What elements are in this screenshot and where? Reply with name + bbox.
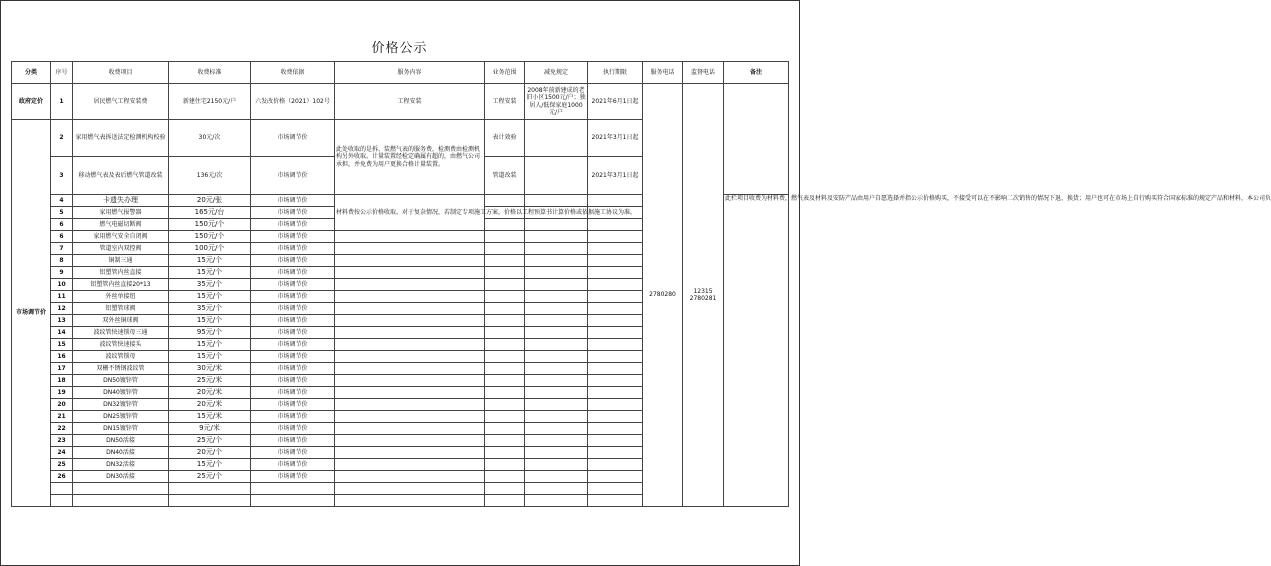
item-cell: DN32活接 — [73, 459, 169, 471]
header-item: 收费项目 — [73, 62, 169, 84]
basis-cell — [251, 495, 335, 507]
standard-cell: 35元/个 — [169, 303, 251, 315]
standard-cell: 30元/米 — [169, 363, 251, 375]
seq-cell: 20 — [51, 399, 73, 411]
standard-cell: 150元/个 — [169, 219, 251, 231]
standard-cell: 20元/米 — [169, 399, 251, 411]
content-cell: 工程安装 — [335, 84, 485, 120]
standard-cell: 15元/个 — [169, 351, 251, 363]
seq-cell — [51, 483, 73, 495]
basis-cell: 市场调节价 — [251, 303, 335, 315]
reduction-cell — [525, 279, 588, 291]
table-row — [12, 84, 789, 120]
standard-cell: 15元/个 — [169, 315, 251, 327]
item-cell: DN15镀锌管 — [73, 423, 169, 435]
seq-cell: 22 — [51, 423, 73, 435]
scope-cell — [485, 339, 525, 351]
seq-cell: 2 — [51, 120, 73, 157]
standard-cell — [169, 483, 251, 495]
item-cell: 外丝单接纽 — [73, 291, 169, 303]
item-cell — [73, 495, 169, 507]
effective-cell — [588, 411, 643, 423]
reduction-cell — [525, 423, 588, 435]
effective-cell — [588, 339, 643, 351]
content-cell — [335, 231, 485, 243]
content-cell — [335, 351, 485, 363]
standard-cell — [169, 495, 251, 507]
content-cell — [335, 243, 485, 255]
seq-cell: 19 — [51, 387, 73, 399]
item-cell: DN30活接 — [73, 471, 169, 483]
scope-cell: 表计效验 — [485, 120, 525, 157]
reduction-cell — [525, 495, 588, 507]
header-effective: 执行期限 — [588, 62, 643, 84]
basis-cell: 市场调节价 — [251, 195, 335, 207]
scope-cell — [485, 459, 525, 471]
content-cell — [335, 447, 485, 459]
basis-cell: 市场调节价 — [251, 157, 335, 195]
effective-cell — [588, 495, 643, 507]
item-cell: DN25镀锌管 — [73, 411, 169, 423]
item-cell: DN40活接 — [73, 447, 169, 459]
standard-cell: 9元/米 — [169, 423, 251, 435]
basis-cell: 市场调节价 — [251, 363, 335, 375]
reduction-cell — [525, 303, 588, 315]
seq-cell: 10 — [51, 279, 73, 291]
effective-cell — [588, 255, 643, 267]
service-phone-cell: 2780280 — [643, 84, 683, 507]
supervise-phone-cell: 12315 2780281 — [683, 84, 724, 507]
effective-cell — [588, 315, 643, 327]
category-market: 市场调节价 — [12, 120, 51, 507]
basis-cell: 市场调节价 — [251, 471, 335, 483]
scope-cell — [485, 411, 525, 423]
reduction-cell — [525, 195, 588, 207]
scope-cell — [485, 243, 525, 255]
item-cell: 移动燃气表及表后燃气管道改装 — [73, 157, 169, 195]
header-remark: 备注 — [724, 62, 789, 84]
scope-cell — [485, 399, 525, 411]
standard-cell: 35元/个 — [169, 279, 251, 291]
scope-cell — [485, 315, 525, 327]
effective-cell — [588, 447, 643, 459]
scope-cell — [485, 303, 525, 315]
reduction-cell — [525, 231, 588, 243]
scope-cell — [485, 267, 525, 279]
standard-cell: 20元/张 — [169, 195, 251, 207]
basis-cell: 市场调节价 — [251, 387, 335, 399]
scope-cell — [485, 219, 525, 231]
content-cell — [335, 363, 485, 375]
effective-cell: 2021年6月1日起 — [588, 84, 643, 120]
basis-cell: 市场调节价 — [251, 120, 335, 157]
basis-cell: 市场调节价 — [251, 315, 335, 327]
price-sheet — [11, 37, 1271, 507]
item-cell: 铝塑管内丝直接 — [73, 267, 169, 279]
basis-cell: 市场调节价 — [251, 219, 335, 231]
reduction-cell — [525, 411, 588, 423]
effective-cell: 2021年3月1日起 — [588, 157, 643, 195]
seq-cell: 9 — [51, 267, 73, 279]
reduction-cell — [525, 375, 588, 387]
item-cell: 铝塑管内丝直接20*13 — [73, 279, 169, 291]
basis-cell: 市场调节价 — [251, 399, 335, 411]
basis-cell: 市场调节价 — [251, 243, 335, 255]
seq-cell: 7 — [51, 243, 73, 255]
scope-cell — [485, 435, 525, 447]
basis-cell — [251, 483, 335, 495]
reduction-cell — [525, 363, 588, 375]
item-cell: DN50活接 — [73, 435, 169, 447]
seq-cell: 11 — [51, 291, 73, 303]
scope-cell: 工程安装 — [485, 84, 525, 120]
header-row — [12, 62, 789, 84]
effective-cell — [588, 459, 643, 471]
seq-cell: 21 — [51, 411, 73, 423]
basis-cell: 市场调节价 — [251, 447, 335, 459]
item-cell: 家用燃气安全自闭阀 — [73, 231, 169, 243]
item-cell: 卡遗失办理 — [73, 195, 169, 207]
seq-cell: 18 — [51, 375, 73, 387]
item-cell: 燃气电磁切断阀 — [73, 219, 169, 231]
item-cell: 管道室内双控阀 — [73, 243, 169, 255]
item-cell: DN40镀锌管 — [73, 387, 169, 399]
header-service-phone: 服务电话 — [643, 62, 683, 84]
basis-cell: 市场调节价 — [251, 231, 335, 243]
basis-cell: 市场调节价 — [251, 291, 335, 303]
content-cell: 此处收取的是拆、装燃气表的服务费，检测费由检测机构另外收取。计量装置经检定确属有超的，由燃气公司承担，并免费为用户更换合格计量装置。 — [335, 120, 485, 195]
reduction-cell — [525, 339, 588, 351]
item-cell: 铜制三通 — [73, 255, 169, 267]
effective-cell — [588, 351, 643, 363]
item-cell: 铝塑管球阀 — [73, 303, 169, 315]
effective-cell: 2021年3月1日起 — [588, 120, 643, 157]
item-cell: 家用燃气表拆送法定检测机构校验 — [73, 120, 169, 157]
reduction-cell — [525, 483, 588, 495]
seq-cell: 12 — [51, 303, 73, 315]
reduction-cell — [525, 327, 588, 339]
scope-cell — [485, 327, 525, 339]
standard-cell: 136元/次 — [169, 157, 251, 195]
scope-cell — [485, 363, 525, 375]
seq-cell: 5 — [51, 207, 73, 219]
seq-cell: 26 — [51, 471, 73, 483]
standard-cell: 15元/个 — [169, 255, 251, 267]
effective-cell — [588, 267, 643, 279]
basis-cell: 市场调节价 — [251, 423, 335, 435]
scope-cell — [485, 291, 525, 303]
basis-cell: 市场调节价 — [251, 267, 335, 279]
content-cell — [335, 279, 485, 291]
content-cell — [335, 255, 485, 267]
content-cell — [335, 267, 485, 279]
scope-cell — [485, 387, 525, 399]
header-content: 服务内容 — [335, 62, 485, 84]
scope-cell — [485, 231, 525, 243]
basis-cell: 市场调节价 — [251, 255, 335, 267]
header-standard: 收费标准 — [169, 62, 251, 84]
reduction-cell — [525, 471, 588, 483]
effective-cell — [588, 387, 643, 399]
item-cell: 双栅不锈钢波纹管 — [73, 363, 169, 375]
content-cell — [335, 471, 485, 483]
content-cell — [335, 387, 485, 399]
scope-cell — [485, 447, 525, 459]
content-cell: 材料费按公示价格收取。对于复杂情况，若制定专项施工方案，价格以工程预算书计算价格或依据施工协议为准。 — [335, 195, 485, 231]
reduction-cell — [525, 120, 588, 157]
standard-cell: 100元/个 — [169, 243, 251, 255]
reduction-cell — [525, 459, 588, 471]
effective-cell — [588, 375, 643, 387]
basis-cell: 市场调节价 — [251, 375, 335, 387]
seq-cell — [51, 495, 73, 507]
standard-cell: 95元/个 — [169, 327, 251, 339]
effective-cell — [588, 483, 643, 495]
reduction-cell — [525, 267, 588, 279]
content-cell — [335, 483, 485, 495]
page-title: 价格公示 — [371, 41, 428, 56]
standard-cell: 15元/个 — [169, 267, 251, 279]
seq-cell: 24 — [51, 447, 73, 459]
seq-cell: 8 — [51, 255, 73, 267]
scope-cell: 管道改装 — [485, 157, 525, 195]
reduction-cell — [525, 447, 588, 459]
scope-cell — [485, 423, 525, 435]
reduction-cell — [525, 387, 588, 399]
seq-cell: 6 — [51, 219, 73, 231]
effective-cell — [588, 303, 643, 315]
content-cell — [335, 423, 485, 435]
remark-empty-cell — [724, 84, 789, 195]
scope-cell — [485, 483, 525, 495]
reduction-cell — [525, 255, 588, 267]
basis-cell: 市场调节价 — [251, 327, 335, 339]
header-supervise-phone: 监督电话 — [683, 62, 724, 84]
content-cell — [335, 375, 485, 387]
item-cell: 居民燃气工程安装费 — [73, 84, 169, 120]
item-cell: 双外丝铜球阀 — [73, 315, 169, 327]
content-cell — [335, 411, 485, 423]
effective-cell — [588, 231, 643, 243]
seq-cell: 13 — [51, 315, 73, 327]
reduction-cell — [525, 399, 588, 411]
basis-cell: 市场调节价 — [251, 459, 335, 471]
scope-cell — [485, 195, 525, 207]
seq-cell: 1 — [51, 84, 73, 120]
basis-cell: 市场调节价 — [251, 435, 335, 447]
seq-cell: 14 — [51, 327, 73, 339]
seq-cell: 6 — [51, 231, 73, 243]
content-cell — [335, 315, 485, 327]
content-cell — [335, 339, 485, 351]
reduction-cell: 2008年前新建成的老旧小区1500元/户；独居人/低保家庭1000元/户 — [525, 84, 588, 120]
seq-cell: 17 — [51, 363, 73, 375]
content-cell — [335, 291, 485, 303]
basis-cell: 市场调节价 — [251, 339, 335, 351]
standard-cell: 新建住宅2150元/户 — [169, 84, 251, 120]
standard-cell: 25元/个 — [169, 435, 251, 447]
effective-cell — [588, 399, 643, 411]
standard-cell: 150元/个 — [169, 231, 251, 243]
item-cell — [73, 483, 169, 495]
content-cell — [335, 435, 485, 447]
content-cell — [335, 303, 485, 315]
header-scope: 业务范围 — [485, 62, 525, 84]
item-cell: DN32镀锌管 — [73, 399, 169, 411]
seq-cell: 23 — [51, 435, 73, 447]
item-cell: 波纹管快速接头 — [73, 339, 169, 351]
seq-cell: 3 — [51, 157, 73, 195]
effective-cell — [588, 243, 643, 255]
seq-cell: 4 — [51, 195, 73, 207]
standard-cell: 15元/个 — [169, 339, 251, 351]
seq-cell: 16 — [51, 351, 73, 363]
basis-cell: 六发改价格（2021）102号 — [251, 84, 335, 120]
header-reduction: 减免规定 — [525, 62, 588, 84]
standard-cell: 15元/个 — [169, 291, 251, 303]
price-table — [11, 61, 1271, 507]
effective-cell — [588, 327, 643, 339]
standard-cell: 30元/次 — [169, 120, 251, 157]
content-cell — [335, 327, 485, 339]
standard-cell: 15元/米 — [169, 411, 251, 423]
effective-cell — [588, 195, 643, 207]
category-government: 政府定价 — [12, 84, 51, 120]
content-cell — [335, 495, 485, 507]
effective-cell — [588, 219, 643, 231]
reduction-cell — [525, 243, 588, 255]
standard-cell: 15元/个 — [169, 459, 251, 471]
item-cell: DN50镀锌管 — [73, 375, 169, 387]
standard-cell: 20元/米 — [169, 387, 251, 399]
seq-cell: 15 — [51, 339, 73, 351]
item-cell: 波纹管快速锁母三通 — [73, 327, 169, 339]
effective-cell — [588, 423, 643, 435]
standard-cell: 20元/个 — [169, 447, 251, 459]
reduction-cell — [525, 315, 588, 327]
reduction-cell — [525, 291, 588, 303]
basis-cell: 市场调节价 — [251, 411, 335, 423]
reduction-cell — [525, 435, 588, 447]
scope-cell — [485, 375, 525, 387]
scope-cell — [485, 279, 525, 291]
reduction-cell — [525, 157, 588, 195]
standard-cell: 165元/台 — [169, 207, 251, 219]
scope-cell — [485, 495, 525, 507]
item-cell: 家用燃气报警器 — [73, 207, 169, 219]
header-basis: 收费依据 — [251, 62, 335, 84]
reduction-cell — [525, 351, 588, 363]
reduction-cell — [525, 219, 588, 231]
scope-cell — [485, 255, 525, 267]
basis-cell: 市场调节价 — [251, 207, 335, 219]
header-seq: 序号 — [51, 62, 73, 84]
effective-cell — [588, 291, 643, 303]
scope-cell — [485, 471, 525, 483]
basis-cell: 市场调节价 — [251, 279, 335, 291]
effective-cell — [588, 279, 643, 291]
standard-cell: 25元/个 — [169, 471, 251, 483]
header-category: 分类 — [12, 62, 51, 84]
content-cell — [335, 459, 485, 471]
content-cell — [335, 399, 485, 411]
item-cell: 波纹管锁母 — [73, 351, 169, 363]
seq-cell: 25 — [51, 459, 73, 471]
standard-cell: 25元/米 — [169, 375, 251, 387]
effective-cell — [588, 435, 643, 447]
effective-cell — [588, 363, 643, 375]
scope-cell — [485, 351, 525, 363]
basis-cell: 市场调节价 — [251, 351, 335, 363]
remark-cell: 此栏项目收费为材料费，燃气表及材料及安防产品由用户自愿选择并指公示价格购买，不接受可以在不影响二次销售的情况下退、换货；用户也可在市场上自行购买符合国家标准的规定产品和材料，本公司负 — [724, 195, 789, 507]
effective-cell — [588, 471, 643, 483]
